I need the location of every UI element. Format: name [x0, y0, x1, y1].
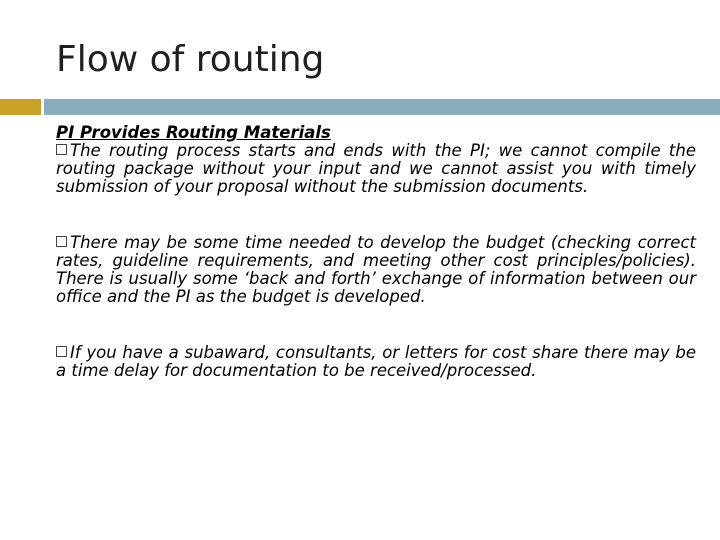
square-bullet-icon [56, 144, 67, 155]
bullet-item [56, 142, 696, 196]
bullet-text: If you have a subaward, consultants, or letters for cost share there may be a time delay for documentation to be received/processed. [56, 343, 696, 380]
bullet-text: There may be some time needed to develop the budget (checking correct rates, guideline requirements, and meeting other cost principles/policies). There is usually some ‘back and forth’ exchange of information between our office and the PI as the budget is developed. [56, 233, 696, 306]
section-heading: PI Provides Routing Materials [56, 123, 331, 142]
bullet-item [56, 234, 696, 306]
slide-title: Flow of routing [56, 39, 325, 80]
title-accent-bar-gold [0, 99, 41, 115]
bullet-text: The routing process starts and ends with the PI; we cannot compile the routing package without your input and we cannot assist you with timely submission of your proposal without the submission documents. [56, 141, 696, 196]
square-bullet-icon [56, 236, 67, 247]
bullet-item [56, 344, 696, 380]
slide-body [56, 124, 696, 380]
title-accent-bar-blue [44, 99, 720, 115]
square-bullet-icon [56, 346, 67, 357]
